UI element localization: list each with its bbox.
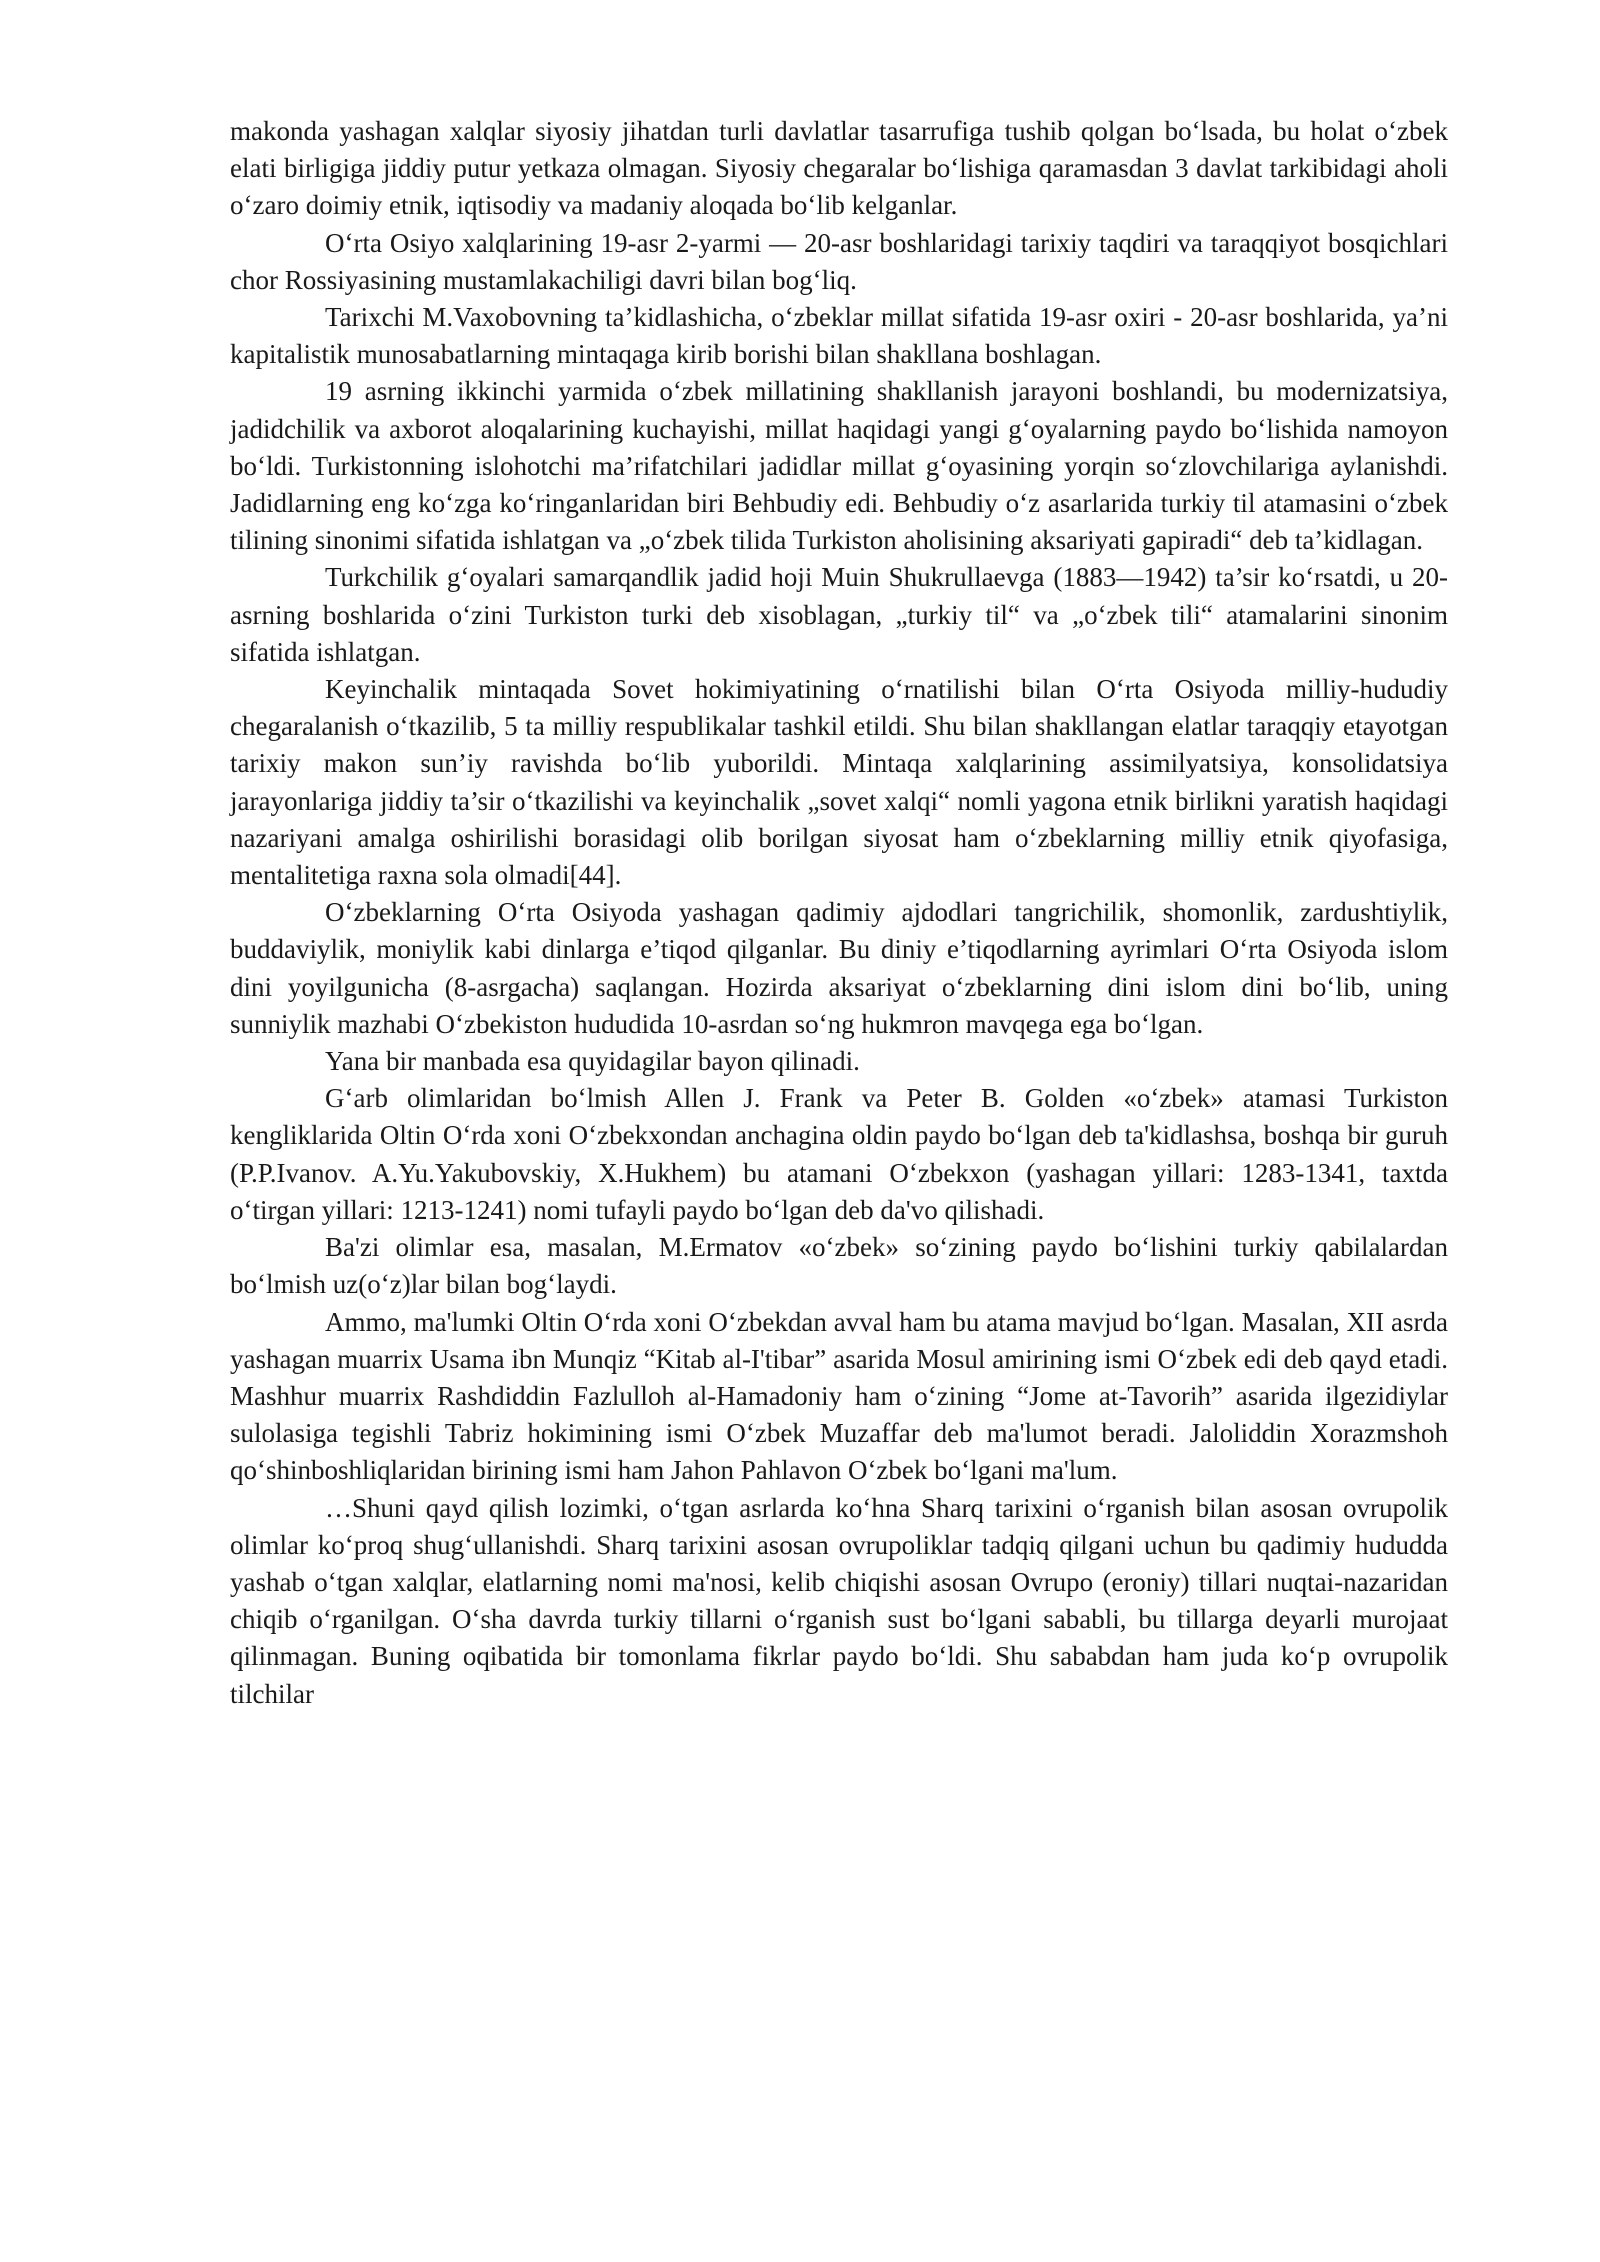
paragraph-11: Ammo, ma'lumki Oltin O‘rda xoni O‘zbekdan avval ham bu atama mavjud bo‘lgan. Masalan, XII asrda yashagan muarrix Usama ibn Munqiz “Kitab al-I'tibar” asarida Mosul amirining ismi O‘zbek edi deb qayd etadi. Mashhur muarrix Rashdiddin Fazlulloh al-Hamadoniy ham o‘zining “Jome at-Tavorih” asarida ilgezidiylar sulolasiga tegishli Tabriz hokimining ismi O‘zbek Muzaffar deb ma'lumot beradi. Jaloliddin Xorazmshoh qo‘shinboshliqlaridan birining ismi ham Jahon Pahlavon O‘zbek bo‘lgani ma'lum. [230, 1306, 1448, 1486]
paragraph-7: O‘zbeklarning O‘rta Osiyoda yashagan qadimiy ajdodlari tangrichilik, shomonlik, zardushtiylik, buddaviylik, moniylik kabi dinlarga e’tiqod qilganlar. Bu diniy e’tiqodlarning ayrimlari O‘rta Osiyoda islom dini yoyilgunicha (8-asrgacha) saqlangan. Hozirda aksariyat o‘zbeklarning dini islom dini bo‘lib, uning sunniylik mazhabi O‘zbekiston hududida 10-asrdan so‘ng hukmron mavqega ega bo‘lgan. [230, 897, 1448, 1039]
paragraph-1: makonda yashagan xalqlar siyosiy jihatdan turli davlatlar tasarrufiga tushib qolgan bo‘lsada, bu holat o‘zbek elati birligiga jiddiy putur yetkaza olmagan. Siyosiy chegaralar bo‘lishiga qaramasdan 3 davlat tarkibidagi aholi o‘zaro doimiy etnik, iqtisodiy va madaniy aloqada bo‘lib kelganlar. [230, 116, 1448, 221]
paragraph-2: O‘rta Osiyo xalqlarining 19-asr 2-yarmi — 20-asr boshlaridagi tarixiy taqdiri va taraqqiyot bosqichlari chor Rossiyasining mustamlakachiligi davri bilan bog‘liq. [230, 227, 1448, 295]
paragraph-6: Keyinchalik mintaqada Sovet hokimiyatining o‘rnatilishi bilan O‘rta Osiyoda milliy-hududiy chegaralanish o‘tkazilib, 5 ta milliy respublikalar tashkil etildi. Shu bilan shakllangan elatlar taraqqiy etayotgan tarixiy makon sun’iy ravishda bo‘lib yuborildi. Mintaqa xalqlarining assimilyatsiya, konsolidatsiya jarayonlariga jiddiy ta’sir o‘tkazilishi va keyinchalik „sovet xalqi“ nomli yagona etnik birlikni yaratish haqidagi nazariyani amalga oshirilishi borasidagi olib borilgan siyosat ham o‘zbeklarning milliy etnik qiyofasiga, mentalitetiga raxna sola olmadi[44]. [230, 674, 1448, 891]
paragraph-4: 19 asrning ikkinchi yarmida o‘zbek millatining shakllanish jarayoni boshlandi, bu modernizatsiya, jadidchilik va axborot aloqalarining kuchayishi, millat haqidagi yangi g‘oyalarning paydo bo‘lishida namoyon bo‘ldi. Turkistonning islohotchi ma’rifatchilari jadidlar millat g‘oyasining yorqin so‘zlovchilariga aylanishdi. Jadidlarning eng ko‘zga ko‘ringanlaridan biri Behbudiy edi. Behbudiy o‘z asarlarida turkiy til atamasini o‘zbek tilining sinonimi sifatida ishlatgan va „o‘zbek tilida Turkiston aholisining aksariyati gapiradi“ deb ta’kidlagan. [230, 376, 1448, 556]
document-page [230, 113, 1448, 1713]
paragraph-12: …Shuni qayd qilish lozimki, o‘tgan asrlarda ko‘hna Sharq tarixini o‘rganish bilan asosan ovrupolik olimlar ko‘proq shug‘ullanishdi. Sharq tarixini asosan ovrupoliklar tadqiq qilgani uchun bu qadimiy hududda yashab o‘tgan xalqlar, elatlarning nomi ma'nosi, kelib chiqishi asosan Ovrupo (eroniy) tillari nuqtai-nazaridan chiqib o‘rganilgan. O‘sha davrda turkiy tillarni o‘rganish sust bo‘lgani sababli, bu tillarga deyarli murojaat qilinmagan. Buning oqibatida bir tomonlama fikrlar paydo bo‘ldi. Shu sababdan ham juda ko‘p ovrupolik tilchilar [230, 1492, 1448, 1709]
paragraph-10: Ba'zi olimlar esa, masalan, M.Ermatov «o‘zbek» so‘zining paydo bo‘lishini turkiy qabilalardan bo‘lmish uz(o‘z)lar bilan bog‘laydi. [230, 1232, 1448, 1300]
paragraph-5: Turkchilik g‘oyalari samarqandlik jadid hoji Muin Shukrullaevga (1883—1942) ta’sir ko‘rsatdi, u 20-asrning boshlarida o‘zini Turkiston turki deb xisoblagan, „turkiy til“ va „o‘zbek tili“ atamalarini sinonim sifatida ishlatgan. [230, 562, 1448, 667]
paragraph-9: G‘arb olimlaridan bo‘lmish Allen J. Frank va Peter B. Golden «o‘zbek» atamasi Turkiston kengliklarida Oltin O‘rda xoni O‘zbekxondan anchagina oldin paydo bo‘lgan deb ta'kidlashsa, boshqa bir guruh (P.P.Ivanov. A.Yu.Yakubovskiy, X.Hukhem) bu atamani O‘zbekxon (yashagan yillari: 1283-1341, taxtda o‘tirgan yillari: 1213-1241) nomi tufayli paydo bo‘lgan deb da'vo qilishadi. [230, 1083, 1448, 1225]
paragraph-8: Yana bir manbada esa quyidagilar bayon qilinadi. [325, 1046, 860, 1077]
paragraph-3: Tarixchi M.Vaxobovning ta’kidlashicha, o‘zbeklar millat sifatida 19-asr oxiri - 20-asr boshlarida, ya’ni kapitalistik munosabatlarning mintaqaga kirib borishi bilan shakllana boshlagan. [230, 302, 1448, 370]
